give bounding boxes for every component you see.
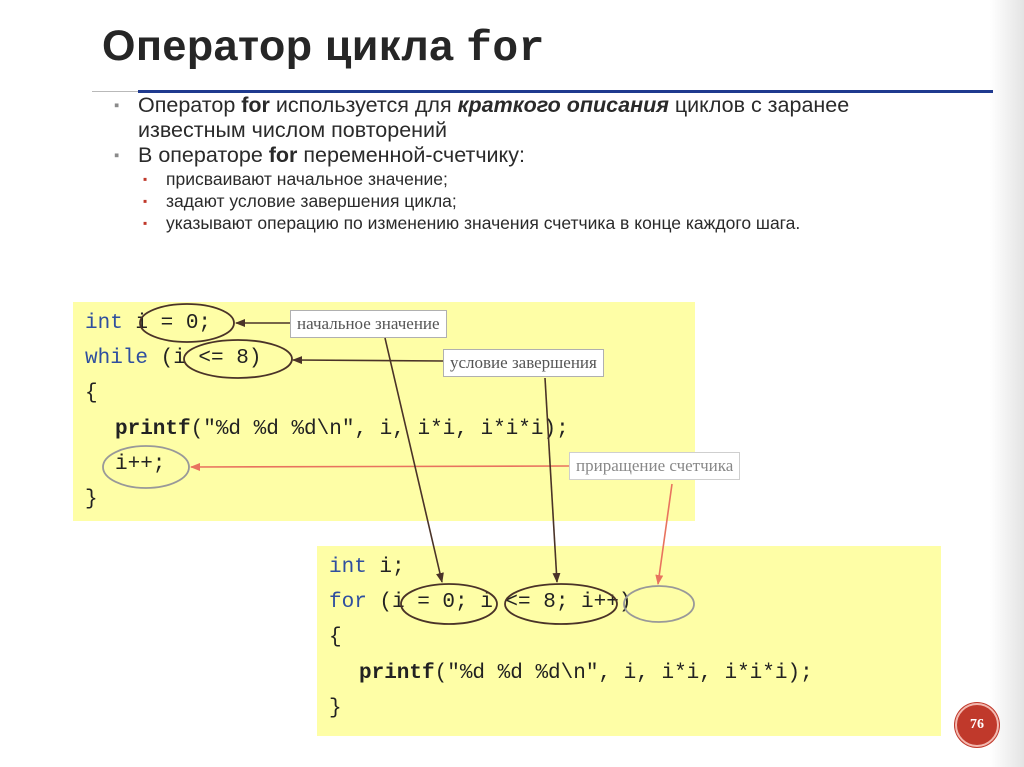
bullet-item: ▪ В операторе for переменной-счетчику: [110,143,940,168]
ellipse-increment-while [103,446,189,488]
sub-bullet-item: ▪ присваивают начальное значение; [110,168,940,190]
title-text: Оператор цикла [102,22,467,70]
emphasis: краткого описания [457,93,669,117]
ellipse-condition-while [184,340,292,378]
ellipse-increment-for [624,586,694,622]
sub-bullet-item: ▪ указывают операцию по изменению значения счетчика в конце каждого шага. [110,212,940,234]
ellipse-init-while [140,304,234,342]
bullet-item: ▪ Оператор for используется для краткого описания циклов с заранее известным числом повторений [110,93,940,143]
arrow-increment-to-while [191,466,569,467]
title-keyword: for [466,24,545,73]
code-line: { [329,626,342,649]
arrow-init-to-for [385,338,442,582]
arrow-condition-to-for [545,378,557,582]
arrow-condition-to-while [293,360,443,361]
arrow-increment-to-for [658,484,672,584]
code-line: } [329,697,342,720]
callout-init: начальное значение [290,310,447,338]
keyword-for: for [268,143,298,167]
keyword-for: for [241,93,270,117]
callout-condition: условие завершения [443,349,604,377]
page-number-badge: 76 [955,703,999,747]
code-line: i++; [115,453,166,476]
code-line: while (i <= 8) [85,347,262,370]
code-line: { [85,382,98,405]
code-line: int i; [329,556,405,579]
code-line: } [85,488,98,511]
sub-bullet-item: ▪ задают условие завершения цикла; [110,190,940,212]
ellipse-condition-for [505,584,617,624]
callout-increment: приращение счетчика [569,452,740,480]
code-line: printf("%d %d %d\n", i, i*i, i*i*i); [115,418,569,441]
code-line: printf("%d %d %d\n", i, i*i, i*i*i); [359,662,813,685]
ellipse-init-for [401,584,497,624]
code-line: for (i = 0; i <= 8; i++) [329,591,632,614]
code-line: int i = 0; [85,312,212,335]
